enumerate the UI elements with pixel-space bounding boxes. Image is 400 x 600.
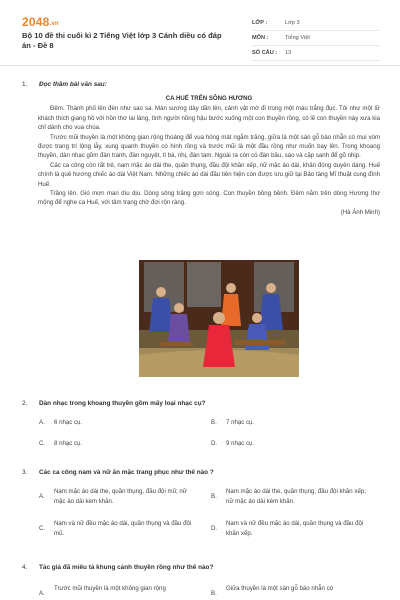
ca-hue-photo xyxy=(139,260,299,377)
passage-author: (Hà Ánh Minh) xyxy=(340,208,380,216)
question-number: 1. xyxy=(22,81,28,88)
page-header xyxy=(0,0,400,66)
meta-question-count: SỐ CÂU : 13 xyxy=(252,46,380,61)
meta-grade: LỚP : Lớp 3 xyxy=(252,16,380,31)
question-text: Đọc thầm bài văn sau: xyxy=(39,81,107,88)
question-text: Tác giả đã miêu tả khung cảnh thuyền rồng như thế nào? xyxy=(39,564,214,571)
question-text: Các ca công nam và nữ ăn mặc trang phục như thế nào ? xyxy=(39,469,214,476)
question-number: 3. xyxy=(22,469,28,476)
passage-paragraph: Trước mũi thuyền là một không gian rộng thoáng để vua hóng mát ngắm trăng, giữa là một sàn gỗ bào nhẵn có mui vòm được trang trí lộng lẫy, xung quanh thuyền có hình rồng và trước mũi là một đầu rồng như muốn bay lên. Trong khoang thuyền, dàn nhạc gồm đàn tranh, đàn nguyệt, tì bà, nhị, đàn tam. Ngoài ra còn có đàn bầu, sáo và cặp sanh để gõ nhịp. xyxy=(38,133,380,160)
site-logo[interactable]: 2048.vn xyxy=(22,15,59,29)
passage-paragraph: Các ca công còn rất trẻ, nam mặc áo dài the, quần thụng, đầu đội khăn xếp, nữ mặc áo dài, khăn đóng duyên dáng. Huế chính là quê hương chiếc áo dài Việt Nam. Những chiếc áo dài đầu tiên hiện còn được lưu giữ tại Bảo tàng Mĩ thuật cung đình Huế. xyxy=(38,161,380,188)
document-title: Bộ 10 đề thi cuối kì 2 Tiếng Việt lớp 3 Cánh diều có đáp án - Đề 8 xyxy=(22,31,222,50)
question-number: 2. xyxy=(22,400,28,407)
question-text: Dàn nhạc trong khoang thuyền gồm mấy loại nhạc cụ? xyxy=(39,400,206,407)
meta-subject: MÔN : Tiếng Việt xyxy=(252,31,380,46)
document-meta xyxy=(252,16,380,61)
question-number: 4. xyxy=(22,564,28,571)
reading-passage xyxy=(38,94,380,217)
passage-paragraph: Trăng lên. Gió mơn man dìu dịu. Dòng sông trăng gợn sóng. Con thuyền bồng bềnh. Đêm nằm trên dòng Hương thơ mộng để nghe ca Huế, với tâm trạng chờ đợi rộn ràng. xyxy=(38,190,380,207)
passage-title: CA HUẾ TRÊN SÔNG HƯƠNG xyxy=(165,95,253,102)
passage-paragraph: Đêm. Thành phố lên đèn như sao sa. Màn sương dày dần lên, cảnh vật mờ đi trong một màu trắng đục. Tôi như một lữ khách thích giang hồ với hồn thơ lai láng, tình người nồng hậu bước xuống một con thuyền rồng, có lẽ con thuyền này xưa kia chỉ dành cho vua chúa. xyxy=(38,105,380,132)
